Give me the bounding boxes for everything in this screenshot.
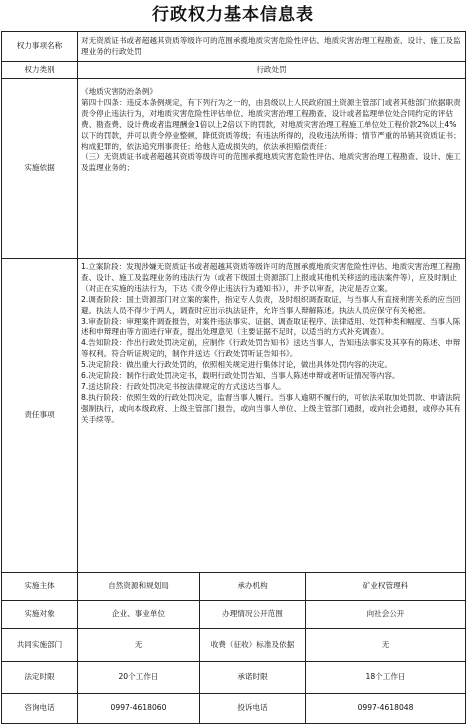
legal-time-label: 法定时限	[2, 662, 78, 694]
joint-label: 共同实施部门	[2, 629, 78, 662]
row-target	[2, 601, 466, 629]
target-value: 企业、事业单位	[78, 601, 200, 629]
category-value: 行政处罚	[78, 62, 466, 79]
complaint-phone-label: 投诉电话	[200, 694, 306, 724]
row-responsibility	[2, 259, 466, 573]
fee-value: 无	[306, 629, 466, 662]
row-subject	[2, 573, 466, 601]
basis-label: 实施依据	[2, 79, 78, 259]
legal-time-value: 20个工作日	[78, 662, 200, 694]
promise-time-label: 承诺时限	[200, 662, 306, 694]
page-title: 行政权力基本信息表	[152, 5, 314, 25]
disclosure-label: 办理情况公开范围	[200, 601, 306, 629]
disclosure-value: 向社会公开	[306, 601, 466, 629]
basis-text: 《地质灾害防治条例》 第四十四条：违反本条例规定，有下列行为之一的，由县级以上人民政府国土资源主管部门或者其他部门依据职责责令停止违法行为，对地质灾害危险性评估单位、地质灾害治理工程勘查、设计或者监理单位处合同约定的评估费、勘查费、设计费或者监理酬金1倍以上2倍以下的罚款，对地质灾害治理工程施工单位处工程价款2%以上4%以下的罚款，并可以责令停业整顿，降低资质等级；有违法所得的，没收违法所得；情节严重的吊销其资质证书；构成犯罪的，依法追究刑事责任；给他人造成损失的，依法承担赔偿责任： （三）无资质证书或者超越其资质等级许可的范围承揽地质灾害危险性评估、地质灾害治理工程勘查、设计、施工及监理业务的；	[78, 79, 466, 259]
item-name-value: 对无资质证书或者超越其资质等级许可的范围承揽地质灾害危险性评估、地质灾害治理工程勘查、设计、施工及监理业务的行政处罚	[78, 32, 466, 62]
fee-label: 收费（征收）标准及依据	[200, 629, 306, 662]
target-label: 实施对象	[2, 601, 78, 629]
info-table	[1, 31, 466, 724]
subject-label: 实施主体	[2, 573, 78, 601]
promise-time-value: 18个工作日	[306, 662, 466, 694]
subject-value: 自然资源和规划局	[78, 573, 200, 601]
joint-value: 无	[78, 629, 200, 662]
row-phone	[2, 694, 466, 724]
complaint-phone-value: 0997-4618048	[306, 694, 466, 724]
department-label: 承办机构	[200, 573, 306, 601]
consult-phone-value: 0997-4618060	[78, 694, 200, 724]
row-category	[2, 62, 466, 79]
row-joint	[2, 629, 466, 662]
row-basis	[2, 79, 466, 259]
department-value: 矿业权管理科	[306, 573, 466, 601]
category-label: 权力类别	[2, 62, 78, 79]
responsibility-label: 责任事项	[2, 259, 78, 573]
item-name-label: 权力事项名称	[2, 32, 78, 62]
responsibility-text: 1.立案阶段：发现涉嫌无资质证书或者超越其资质等级许可的范围承揽地质灾害危险性评估、地质灾害治理工程勘查、设计、施工及监理业务的违法行为（或者下级国土资源部门上报或其他机关移送的违法案件等），应及时制止（对正在实施的违法行为，下达《责令停止违法行为通知书》），并予以审查，决定是否立案。 2.调查阶段：国土资源部门对立案的案件，指定专人负责，及时组织调查取证，与当事人有直接利害关系的应当回避。执法人员不得少于两人，调查时应出示执法证件，允许当事人辩解陈述。执法人员应保守有关秘密。 3.审查阶段：审理案件调查报告，对案件违法事实、证据、调查取证程序、法律适用、处罚种类和幅度、当事人陈述和申辩理由等方面进行审查，提出处理意见（主要证据不足时，以适当的方式补充调查）。 4.告知阶段：作出行政处罚决定前，应制作《行政处罚告知书》送达当事人，告知违法事实及其享有的陈述、申辩等权利。符合听证规定的，制作并送达《行政处罚听证告知书》。 5.决定阶段：做出重大行政处罚的，依照相关规定进行集体讨论，做出具体处罚内容的决定。 6.决定阶段：制作行政处罚决定书，载明行政处罚告知、当事人陈述申辩或者听证情况等内容。 7.送达阶段：行政处罚决定书按法律规定的方式送达当事人。 8.执行阶段：依照生效的行政处罚决定，监督当事人履行。当事人逾期不履行的，可依法采取加处罚款、申请法院强制执行，或向本级政府、上级主管部门报告，或向当事人单位、上级主管部门通报，或向社会通报，或停办其有关手续等。	[81, 262, 461, 424]
row-time	[2, 662, 466, 694]
consult-phone-label: 咨询电话	[2, 694, 78, 724]
row-item-name	[2, 32, 466, 62]
